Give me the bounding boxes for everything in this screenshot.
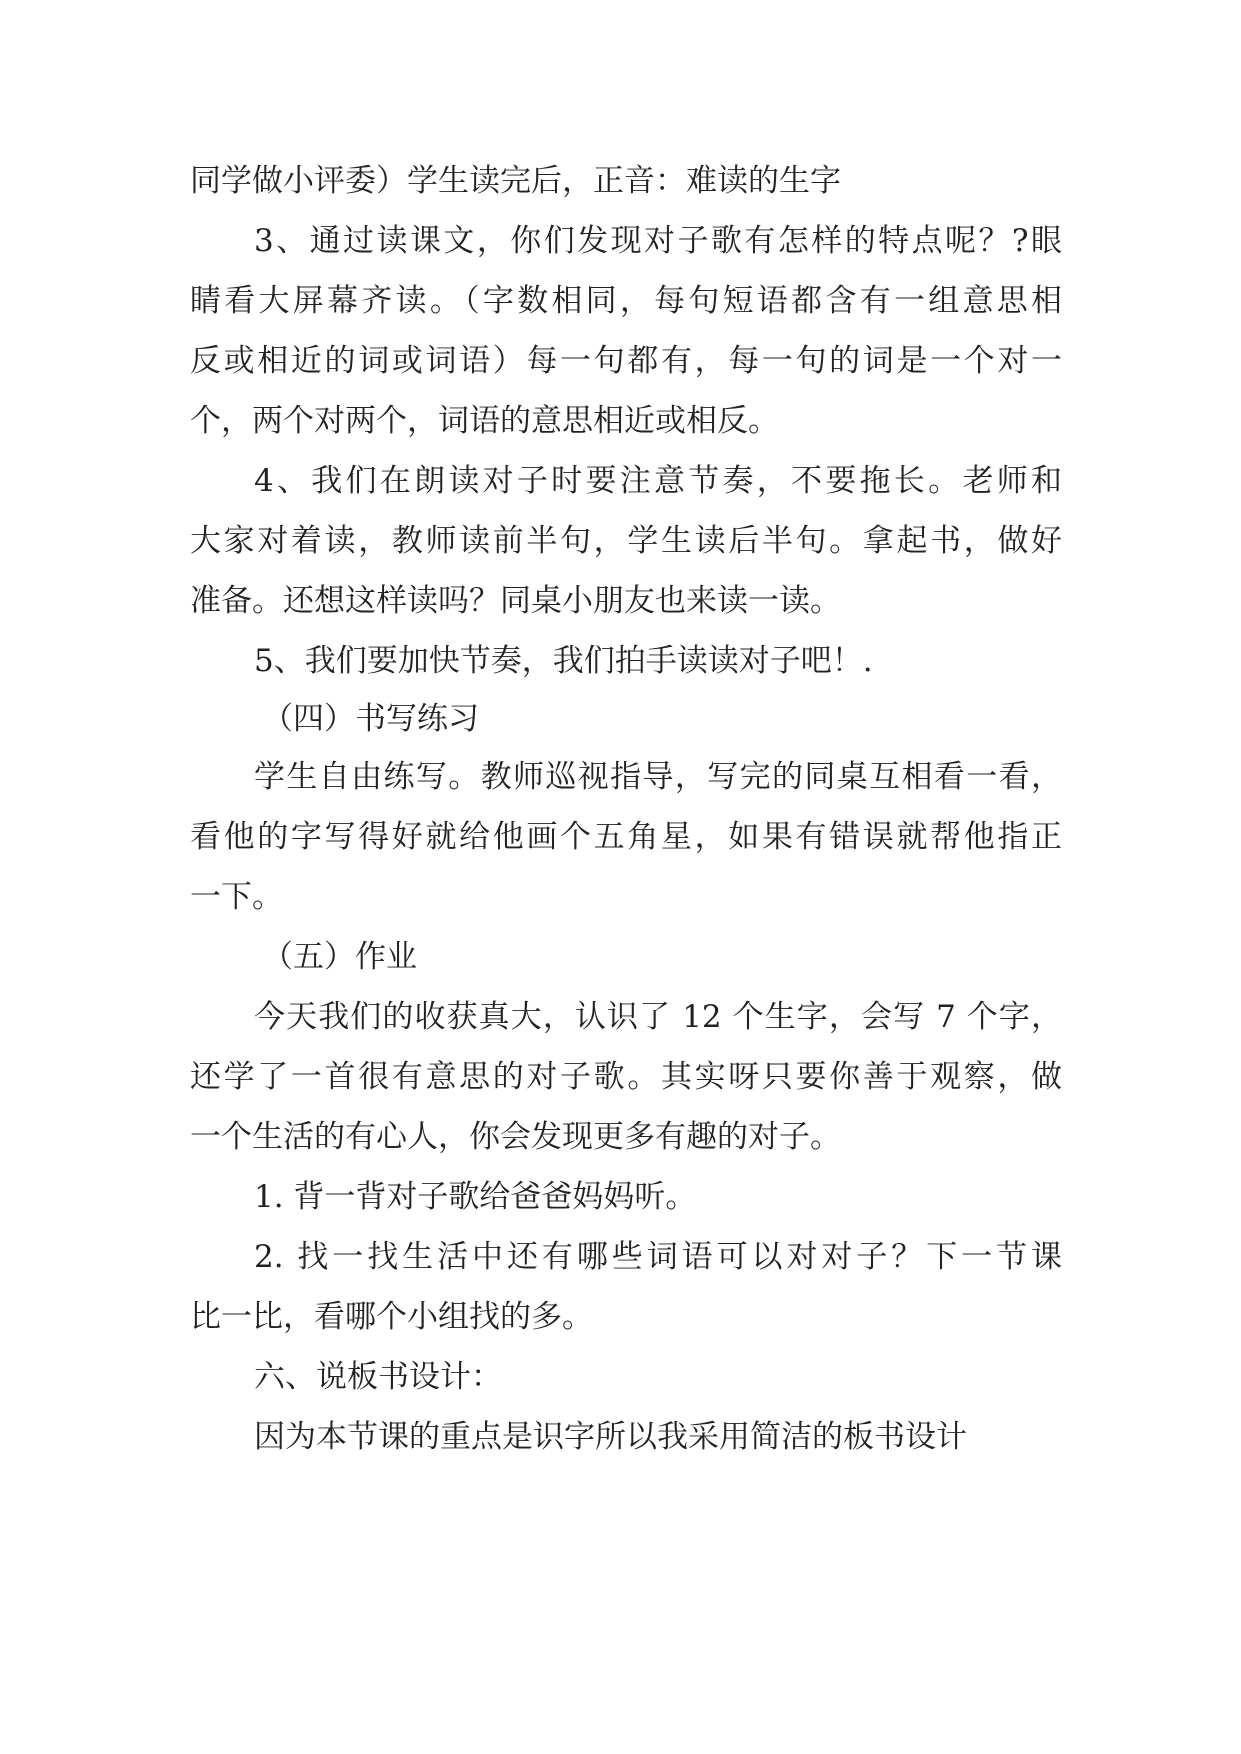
section-heading-5: （五）作业 bbox=[262, 939, 417, 975]
text-line-1: 同学做小评委）学生读完后，正音：难读的生字 bbox=[190, 163, 841, 199]
text-line-15: 今天我们的收获真大，认识了 12 个生字，会写 7 个字， bbox=[254, 999, 1062, 1035]
text-line-11: 学生自由练写。教师巡视指导，写完的同桌互相看一看， bbox=[254, 759, 1062, 795]
text-line-22: 因为本节课的重点是识字所以我采用简洁的板书设计 bbox=[254, 1419, 967, 1455]
text-line-8: 准备。还想这样读吗？同桌小朋友也来读一读。 bbox=[190, 583, 841, 619]
text-line-16: 还学了一首很有意思的对子歌。其实呀只要你善于观察，做 bbox=[190, 1059, 1062, 1095]
text-line-6: 4、我们在朗读对子时要注意节奏，不要拖长。老师和 bbox=[254, 463, 1062, 499]
text-line-13: 一下。 bbox=[190, 879, 283, 915]
homework-item-1: 1. 背一背对子歌给爸爸妈妈听。 bbox=[254, 1179, 697, 1215]
text-line-4: 反或相近的词或词语）每一句都有，每一句的词是一个对一 bbox=[190, 343, 1062, 379]
text-line-5: 个，两个对两个，词语的意思相近或相反。 bbox=[190, 403, 779, 439]
section-heading-4: （四）书写练习 bbox=[262, 701, 479, 737]
text-line-20: 比一比，看哪个小组找的多。 bbox=[190, 1299, 593, 1335]
text-line-12: 看他的字写得好就给他画个五角星，如果有错误就帮他指正 bbox=[190, 819, 1062, 855]
text-line-3: 睛看大屏幕齐读。（字数相同，每句短语都含有一组意思相 bbox=[190, 283, 1062, 319]
text-line-7: 大家对着读，教师读前半句，学生读后半句。拿起书，做好 bbox=[190, 523, 1062, 559]
section-heading-6: 六、说板书设计： bbox=[254, 1359, 502, 1395]
homework-item-2: 2. 找一找生活中还有哪些词语可以对对子？下一节课 bbox=[254, 1239, 1062, 1275]
text-line-9: 5、我们要加快节奏，我们拍手读读对子吧！. bbox=[254, 643, 873, 679]
text-line-17: 一个生活的有心人，你会发现更多有趣的对子。 bbox=[190, 1119, 841, 1155]
text-line-2: 3、通过读课文，你们发现对子歌有怎样的特点呢？?眼 bbox=[254, 223, 1062, 259]
